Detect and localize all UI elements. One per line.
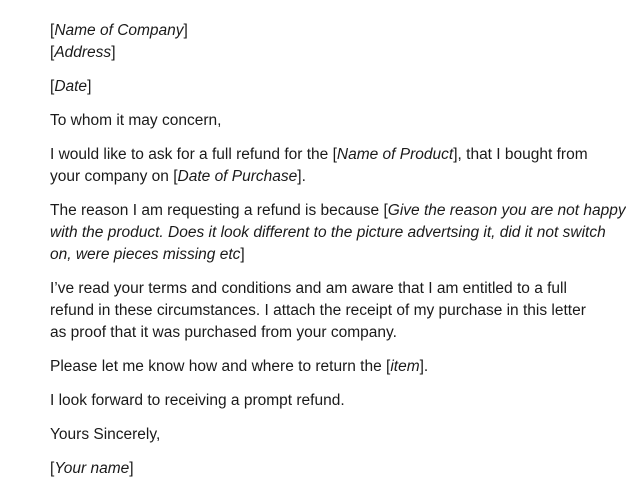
date-line: [Date] bbox=[50, 78, 92, 95]
text-segment: Please let me know how and where to return the [ bbox=[50, 358, 391, 375]
reason-placeholder-1: Give the reason you are not happy bbox=[387, 202, 626, 219]
text-segment: I would like to ask for a full refund for the [ bbox=[50, 146, 337, 163]
letter bbox=[50, 20, 626, 480]
purchase-date-placeholder: Date of Purchase bbox=[177, 168, 298, 185]
text-segment: ]. bbox=[297, 168, 306, 185]
address-placeholder: Address bbox=[54, 44, 112, 61]
paragraph-reason bbox=[50, 200, 626, 266]
paragraph-terms-line-2: refund in these circumstances. I attach the receipt of my purchase in this letter bbox=[50, 302, 586, 319]
company-line: [Name of Company] bbox=[50, 22, 188, 39]
signature-line: [Your name] bbox=[50, 460, 134, 477]
paragraph-terms bbox=[50, 278, 586, 344]
paragraph-request-line-1 bbox=[50, 144, 588, 166]
paragraph-reason-line-3 bbox=[50, 244, 570, 266]
date-placeholder: Date bbox=[54, 78, 88, 95]
closing: Yours Sincerely, bbox=[50, 426, 161, 443]
address-line: [Address] bbox=[50, 44, 116, 61]
company-placeholder: Name of Company bbox=[54, 22, 184, 39]
paragraph-terms-line-3: as proof that it was purchased from your company. bbox=[50, 324, 397, 341]
text-segment: your company on [ bbox=[50, 168, 178, 185]
paragraph-request-line-2 bbox=[50, 166, 570, 188]
signature-placeholder: Your name bbox=[54, 460, 130, 477]
reason-placeholder-2: with the product. Does it look different to the picture advertsing it, did it not switch bbox=[50, 224, 606, 241]
salutation: To whom it may concern, bbox=[50, 112, 222, 129]
reason-placeholder-3: on, were pieces missing etc bbox=[50, 246, 241, 263]
item-placeholder: item bbox=[390, 358, 420, 375]
text-segment: The reason I am requesting a refund is because [ bbox=[50, 202, 388, 219]
paragraph-terms-line-1: I’ve read your terms and conditions and am aware that I am entitled to a full bbox=[50, 280, 567, 297]
text-segment: ]. bbox=[419, 358, 429, 375]
recipient-block bbox=[50, 20, 570, 64]
paragraph-reason-line-1 bbox=[50, 200, 626, 222]
paragraph-closing-remark: I look forward to receiving a prompt refund. bbox=[50, 392, 345, 409]
text-segment: ] bbox=[240, 246, 245, 263]
product-placeholder: Name of Product bbox=[336, 146, 454, 163]
paragraph-request bbox=[50, 144, 588, 188]
text-segment: ], that I bought from bbox=[453, 146, 588, 163]
paragraph-return bbox=[50, 356, 570, 378]
